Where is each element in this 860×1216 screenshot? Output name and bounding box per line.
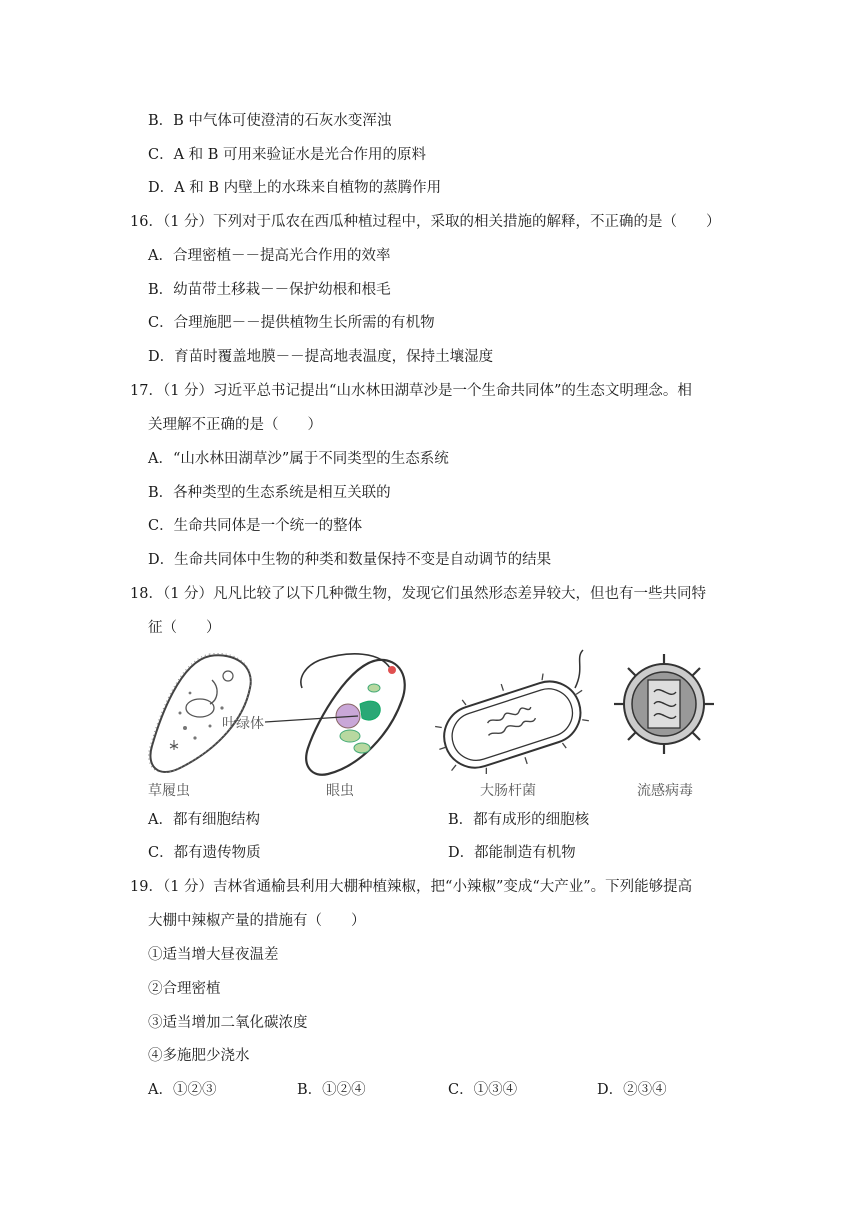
q19-stem-line1: 19．（1 分）吉林省通榆县利用大棚种植辣椒，把“小辣椒”变成“大产业”。下列能够提高: [130, 879, 693, 895]
q17-option-d: D．生命共同体中生物的种类和数量保持不变是自动调节的结果: [148, 552, 552, 568]
q19-statement-2: ②合理密植: [148, 981, 221, 997]
q17-stem-line2: 关理解不正确的是（ ）: [148, 417, 322, 433]
q18-stem-line2: 征（ ）: [148, 620, 221, 636]
q17-stem-line1: 17．（1 分）习近平总书记提出“山水林田湖草沙是一个生命共同体”的生态文明理念。相: [130, 383, 692, 399]
q18-option-d: D．都能制造有机物: [448, 845, 576, 861]
q17-option-b: B．各种类型的生态系统是相互关联的: [148, 485, 391, 501]
q18-option-a: A．都有细胞结构: [148, 812, 260, 828]
paramecium-drawing: [149, 653, 251, 772]
q19-statement-1: ①适当增大昼夜温差: [148, 947, 279, 963]
q17-option-a: A．“山水林田湖草沙”属于不同类型的生态系统: [148, 451, 449, 467]
q19-statement-4: ④多施肥少浇水: [148, 1048, 250, 1064]
q16-option-c: C．合理施肥－－提供植物生长所需的有机物: [148, 315, 435, 331]
q15-option-c: C．A 和 B 可用来验证水是光合作用的原料: [148, 147, 427, 163]
q16-option-d: D．育苗时覆盖地膜－－提高地表温度，保持土壤湿度: [148, 349, 494, 365]
q18-stem-line1: 18．（1 分）凡凡比较了以下几种微生物，发现它们虽然形态差异较大，但也有一些共同特: [130, 586, 707, 602]
q17-option-c: C．生命共同体是一个统一的整体: [148, 518, 363, 534]
q15-option-b: B．B 中气体可使澄清的石灰水变浑浊: [148, 113, 392, 129]
caption-e-coli: 大肠杆菌: [480, 783, 536, 799]
q19-statement-3: ③适当增加二氧化碳浓度: [148, 1015, 308, 1031]
caption-paramecium: 草履虫: [148, 783, 190, 799]
microorganism-figure: [140, 648, 720, 783]
chloroplast-label: 叶绿体: [222, 716, 264, 732]
euglena-drawing: [301, 654, 405, 775]
q16-option-b: B．幼苗带土移栽－－保护幼根和根毛: [148, 282, 391, 298]
q18-option-c: C．都有遗传物质: [148, 845, 261, 861]
q19-stem-line2: 大棚中辣椒产量的措施有（ ）: [148, 913, 366, 929]
q19-option-c: C．①③④: [448, 1082, 518, 1098]
q18-option-b: B．都有成形的细胞核: [448, 812, 590, 828]
caption-euglena: 眼虫: [326, 783, 354, 799]
q15-option-d: D．A 和 B 内壁上的水珠来自植物的蒸腾作用: [148, 180, 442, 196]
caption-influenza-virus: 流感病毒: [637, 783, 693, 799]
influenza-virus-drawing: [614, 654, 714, 754]
q19-option-b: B．①②④: [297, 1082, 366, 1098]
q19-option-a: A．①②③: [148, 1082, 217, 1098]
q19-option-d: D．②③④: [597, 1082, 667, 1098]
e-coli-drawing: [426, 650, 598, 783]
q16-option-a: A．合理密植－－提高光合作用的效率: [148, 248, 391, 264]
q16-stem: 16．（1 分）下列对于瓜农在西瓜种植过程中，采取的相关措施的解释，不正确的是（ ）: [130, 214, 721, 230]
